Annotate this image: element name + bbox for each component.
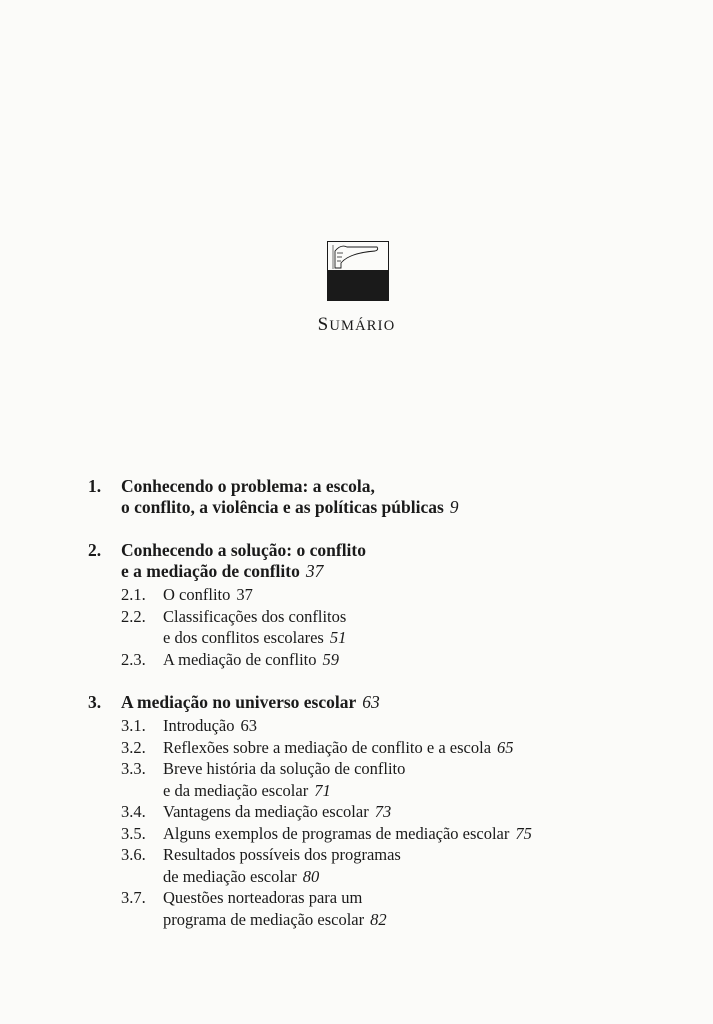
section-title-line: Introdução (163, 716, 235, 735)
section-title-line: e dos conflitos escolares (163, 628, 324, 647)
section-title-line: programa de mediação escolar (163, 909, 365, 929)
toc-sections-3 (88, 715, 688, 930)
section-number: 2.2. (121, 606, 146, 626)
section-title-line: Questões norteadoras para um (163, 888, 363, 907)
section-number: 3.6. (121, 845, 146, 864)
page-number: 80 (302, 866, 320, 886)
chapter-number: 1. (88, 476, 102, 496)
section-number: 3.3. (121, 759, 146, 778)
section-title-line: Vantagens da mediação escolar (163, 802, 369, 821)
toc-section (121, 715, 688, 737)
toc-section (121, 887, 688, 930)
toc-chapter-2 (88, 540, 688, 582)
toc-section (121, 606, 688, 649)
toc-section (121, 801, 688, 823)
page-number: 51 (329, 628, 347, 647)
section-number: 3.4. (121, 802, 146, 821)
chapter-title-line: Conhecendo a solução: o conflito (121, 540, 366, 560)
section-title-line: e da mediação escolar (163, 780, 309, 800)
section-number: 3.5. (121, 823, 146, 843)
section-number: 2.1. (121, 585, 146, 604)
toc-section (121, 844, 688, 887)
page-number: 63 (362, 692, 380, 712)
section-number: 3.7. (121, 888, 146, 907)
toc-chapter-1 (88, 476, 688, 518)
chapter-number: 2. (88, 540, 102, 560)
page-number: 63 (240, 716, 257, 735)
page-number: 65 (497, 737, 514, 757)
toc-section (121, 737, 688, 759)
page-number: 59 (322, 649, 339, 669)
section-title-line: Resultados possíveis dos programas (163, 845, 401, 864)
section-title-line: O conflito (163, 585, 231, 604)
chapter-number: 3. (88, 692, 102, 712)
page-number: 82 (370, 909, 387, 929)
chapter-title-line: e a mediação de conflito (121, 561, 300, 581)
chapter-title-line: Conhecendo o problema: a escola, (121, 476, 375, 496)
table-of-contents (88, 476, 688, 930)
section-number: 2.3. (121, 649, 146, 669)
toc-section (121, 649, 688, 671)
chapter-title-line: o conflito, a violência e as políticas públicas (121, 497, 444, 517)
chapter-ornament-icon (327, 241, 389, 301)
page-number: 75 (515, 823, 532, 843)
page-number: 71 (314, 780, 331, 800)
section-title-line: de mediação escolar (163, 866, 297, 886)
page-number: 9 (449, 497, 459, 517)
chapter-title-line: A mediação no universo escolar (121, 692, 357, 712)
section-title-line: Breve história da solução de conflito (163, 759, 406, 778)
section-title-line: Classificações dos conflitos (163, 606, 347, 626)
toc-sections-2 (88, 584, 688, 670)
page-number: 73 (374, 802, 392, 821)
toc-section (121, 758, 688, 801)
toc-chapter-3 (88, 692, 688, 713)
section-number: 3.1. (121, 716, 146, 735)
toc-section (121, 823, 688, 845)
page-title: SUMÁRIO (317, 314, 396, 335)
page-number: 37 (305, 561, 324, 581)
section-title-line: Reflexões sobre a mediação de conflito e a escola (163, 737, 492, 757)
section-title-line: A mediação de conflito (163, 649, 317, 669)
section-title-line: Alguns exemplos de programas de mediação escolar (163, 823, 510, 843)
toc-section (121, 584, 688, 606)
page-number: 37 (236, 585, 253, 604)
section-number: 3.2. (121, 737, 146, 757)
